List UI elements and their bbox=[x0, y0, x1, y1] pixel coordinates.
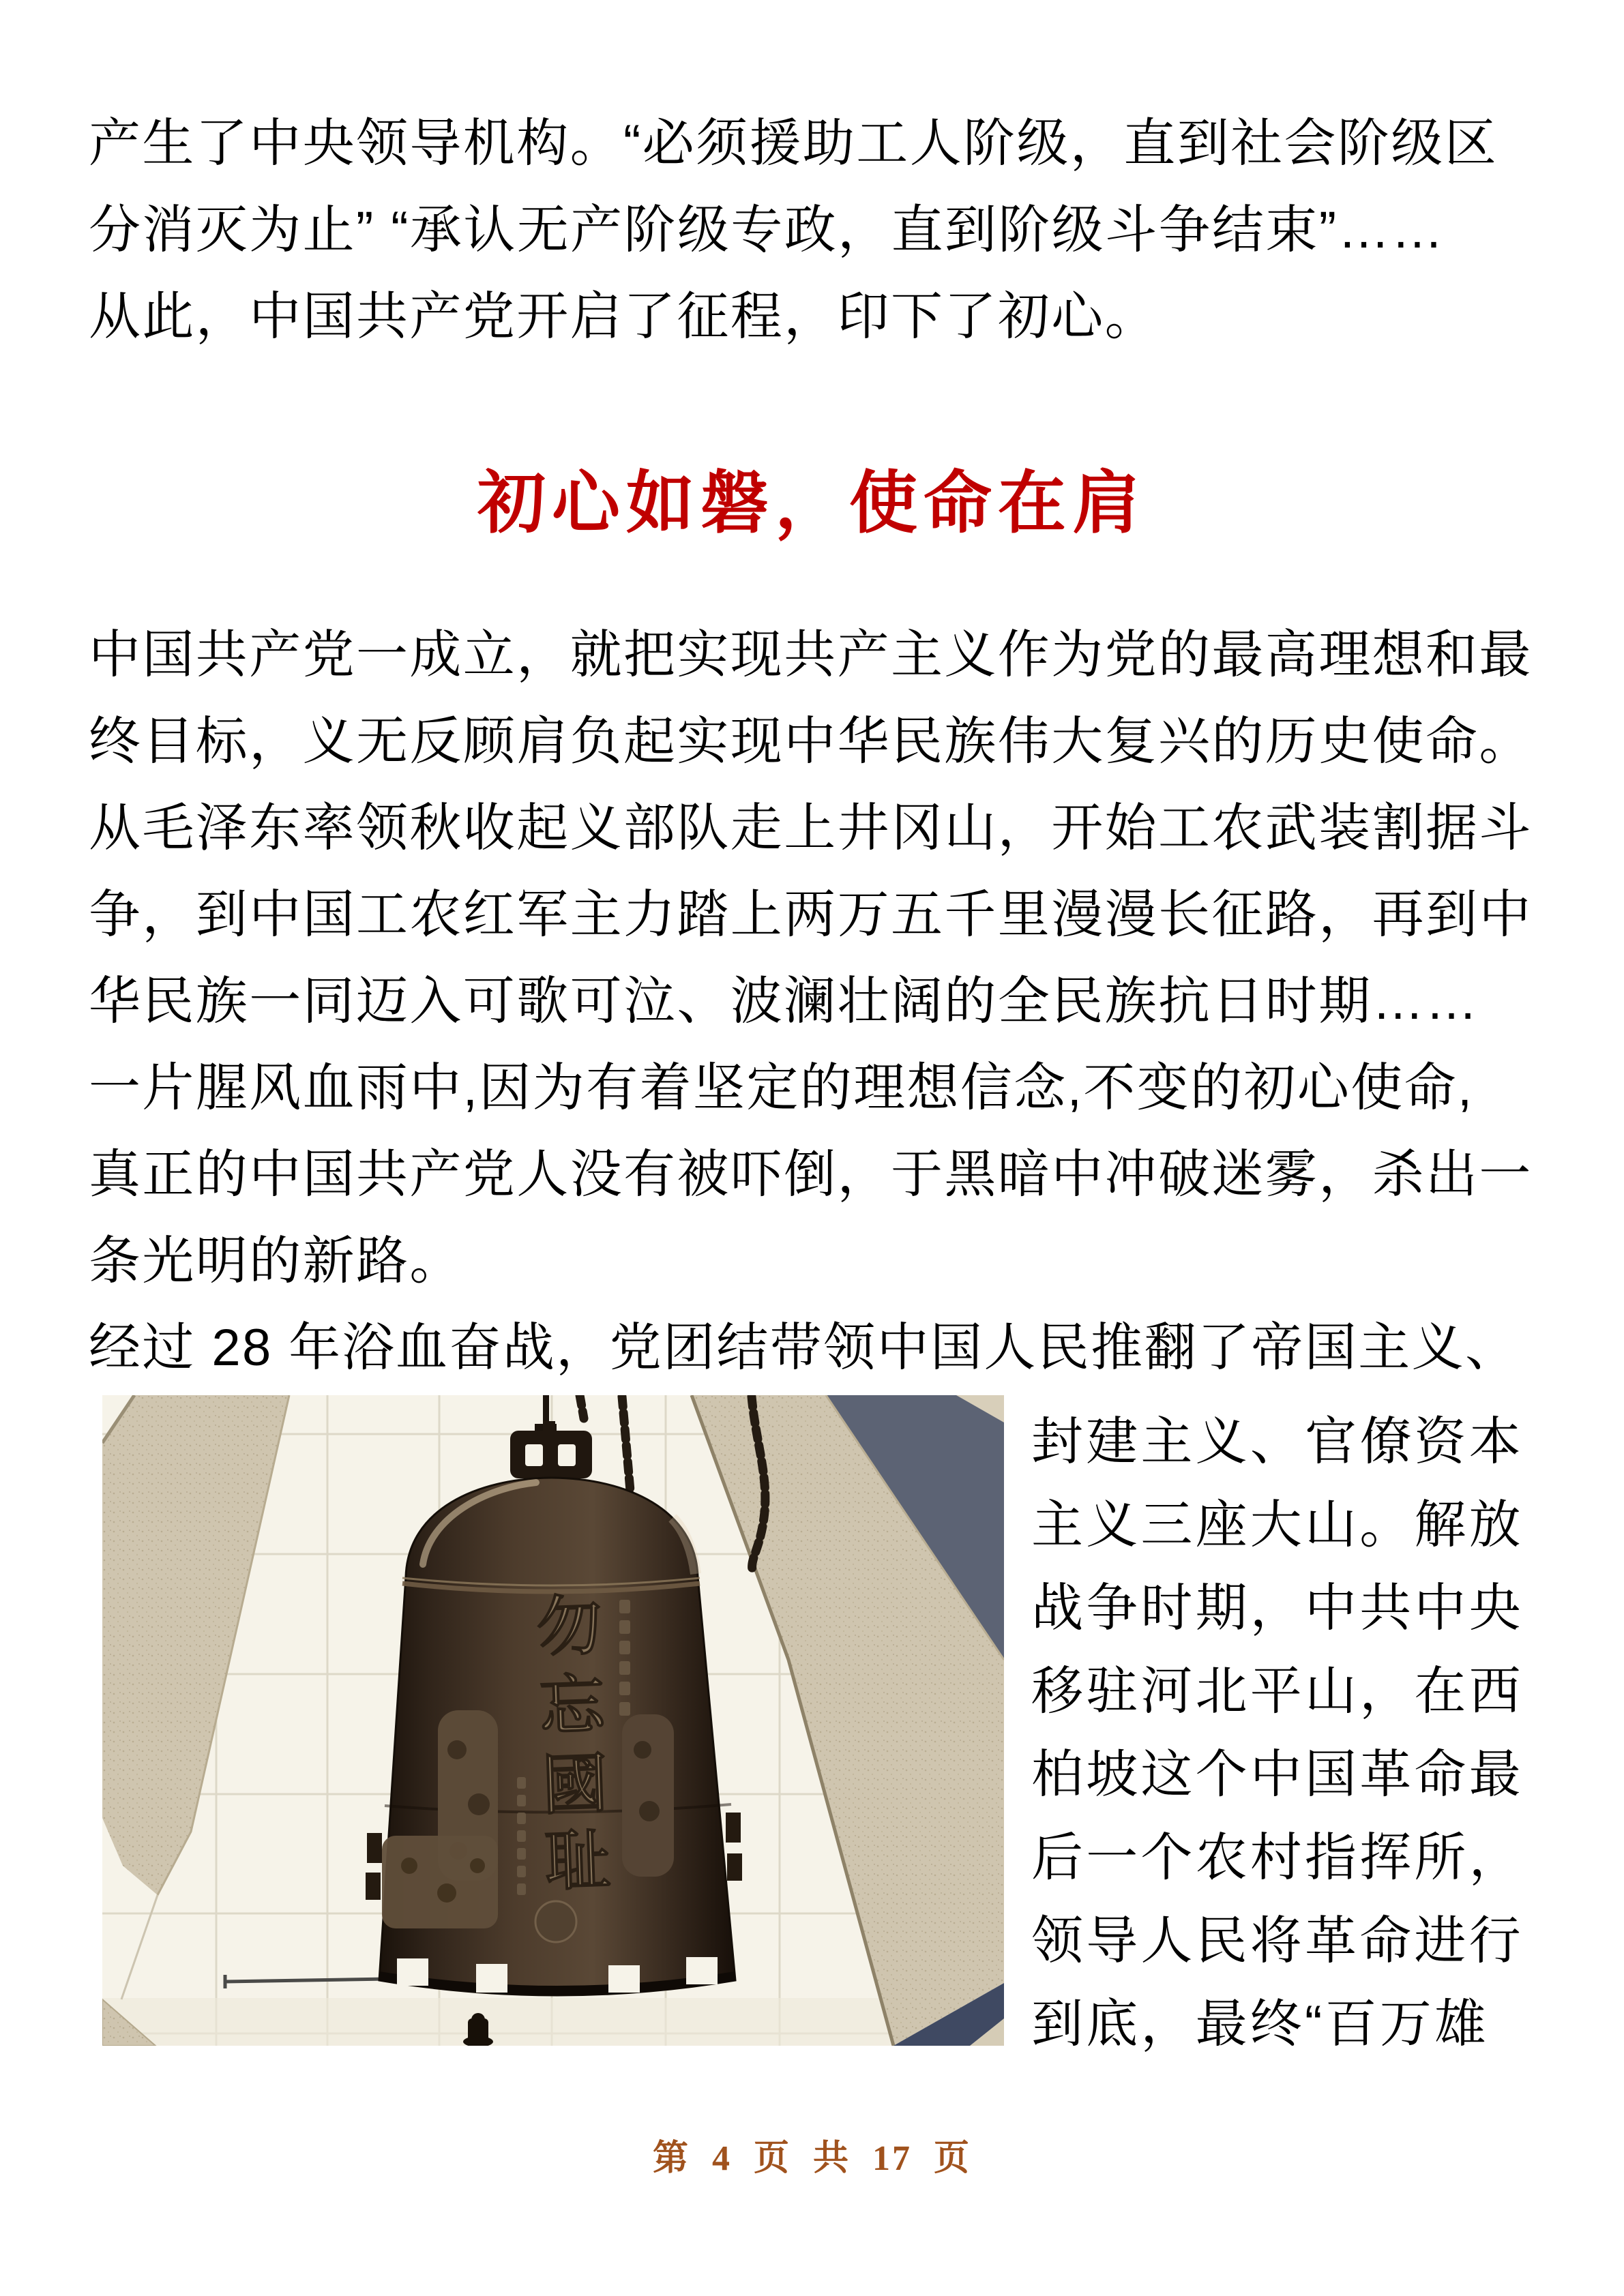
text-line: 分消灭为止” “承认无产阶级专政，直到阶级斗争结束”…… bbox=[89, 201, 1445, 259]
inscription-char: 耻 bbox=[543, 1823, 612, 1899]
text-line: 后一个农村指挥所， bbox=[1031, 1829, 1524, 1887]
text-line: 柏坡这个中国革命最 bbox=[1031, 1746, 1524, 1804]
text-line: 到底，最终“百万雄 bbox=[1031, 1995, 1490, 2053]
text-line: 主义三座大山。解放 bbox=[1031, 1496, 1524, 1554]
text-line: 中国共产党一成立，就把实现共产主义作为党的最高理想和最 bbox=[89, 626, 1533, 684]
page-number-footer: 第 4 页 共 17 页 bbox=[652, 2139, 971, 2178]
text-line: 真正的中国共产党人没有被吓倒，于黑暗中冲破迷雾，杀出一 bbox=[89, 1146, 1533, 1204]
paragraph-1 bbox=[89, 100, 1545, 360]
text-line: 争，到中国工农红军主力踏上两万五千里漫漫长征路，再到中 bbox=[89, 886, 1533, 944]
text-line: 封建主义、官僚资本 bbox=[1031, 1413, 1524, 1471]
text-line: 从毛泽东率领秋收起义部队走上井冈山，开始工农武装割据斗 bbox=[89, 799, 1533, 857]
paragraph-beside-photo bbox=[1031, 1401, 1536, 2066]
text-line: 领导人民将革命进行 bbox=[1031, 1912, 1524, 1970]
text-line: 条光明的新路。 bbox=[89, 1232, 463, 1290]
text-line: 华民族一同迈入可歌可泣、波澜壮阔的全民族抗日时期…… bbox=[89, 972, 1479, 1030]
inscription-char: 國 bbox=[540, 1747, 609, 1823]
text-line: 移驻河北平山，在西 bbox=[1031, 1663, 1524, 1720]
paragraph-2 bbox=[89, 612, 1545, 1391]
text-line: 产生了中央领导机构。“必须援助工人阶级，直到社会阶级区 bbox=[89, 115, 1498, 173]
bell-boss bbox=[535, 1901, 576, 1942]
text-line: 从此，中国共产党开启了征程，印下了初心。 bbox=[89, 288, 1158, 346]
memorial-bell-photo bbox=[102, 1395, 1004, 2046]
inscription-char: 忘 bbox=[537, 1668, 606, 1744]
text-line: 经过 28 年浴血奋战，党团结带领中国人民推翻了帝国主义、 bbox=[89, 1319, 1519, 1377]
text-line: 一片腥风血雨中,因为有着坚定的理想信念,不变的初心使命, bbox=[89, 1059, 1474, 1117]
bell-photo-illustration bbox=[102, 1395, 1004, 2046]
inscription-char: 勿 bbox=[535, 1589, 604, 1665]
section-heading: 初心如磐，使命在肩 bbox=[477, 465, 1147, 541]
text-line: 战争时期，中共中央 bbox=[1031, 1579, 1524, 1637]
text-line: 终目标，义无反顾肩负起实现中华民族伟大复兴的历史使命。 bbox=[89, 713, 1533, 771]
